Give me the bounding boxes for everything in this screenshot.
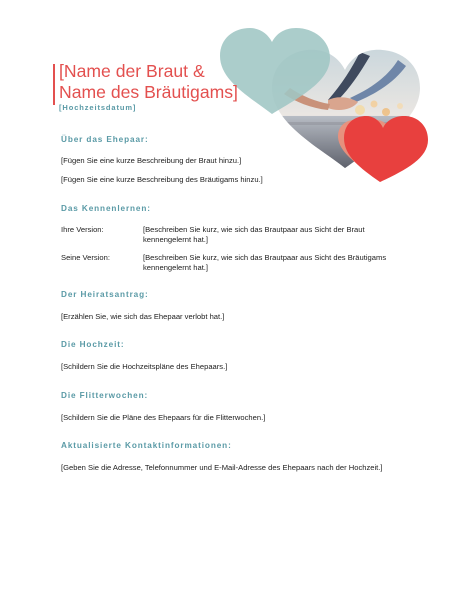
her-version-label: Ihre Version: [61, 225, 104, 234]
groom-description: [Fügen Sie eine kurze Beschreibung des Bräutigams hinzu.] [61, 175, 263, 184]
contact-text: [Geben Sie die Adresse, Telefonnummer und E-Mail-Adresse des Ehepaars nach der Hochzeit.] [61, 463, 383, 472]
section-heading-honeymoon: Die Flitterwochen: [61, 391, 149, 400]
red-heart-shape [344, 116, 428, 182]
wedding-date: [Hochzeitsdatum] [59, 103, 137, 112]
proposal-text: [Erzählen Sie, wie sich das Ehepaar verlobt hat.] [61, 312, 225, 321]
hearts-photo-decoration [210, 18, 440, 188]
section-heading-proposal: Der Heiratsantrag: [61, 290, 149, 299]
his-version-label: Seine Version: [61, 253, 110, 262]
section-heading-contact: Aktualisierte Kontaktinformationen: [61, 441, 232, 450]
title-accent-bar [53, 64, 55, 105]
his-version-text: [Beschreiben Sie kurz, wie sich das Brautpaar aus Sicht des Bräutigams kennengelernt hat.] [143, 253, 387, 273]
section-heading-meeting: Das Kennenlernen: [61, 204, 151, 213]
page-title [59, 61, 238, 102]
wedding-text: [Schildern Sie die Hochzeitspläne des Ehepaars.] [61, 362, 228, 371]
section-heading-couple: Über das Ehepaar: [61, 135, 149, 144]
title-line-1: [Name der Braut & [59, 61, 205, 81]
bride-description: [Fügen Sie eine kurze Beschreibung der Braut hinzu.] [61, 156, 242, 165]
honeymoon-text: [Schildern Sie die Pläne des Ehepaars für die Flitterwochen.] [61, 413, 266, 422]
her-version-text: [Beschreiben Sie kurz, wie sich das Brautpaar aus Sicht der Braut kennengelernt hat.] [143, 225, 365, 245]
title-line-2: Name des Bräutigams] [59, 81, 238, 102]
section-heading-wedding: Die Hochzeit: [61, 340, 125, 349]
